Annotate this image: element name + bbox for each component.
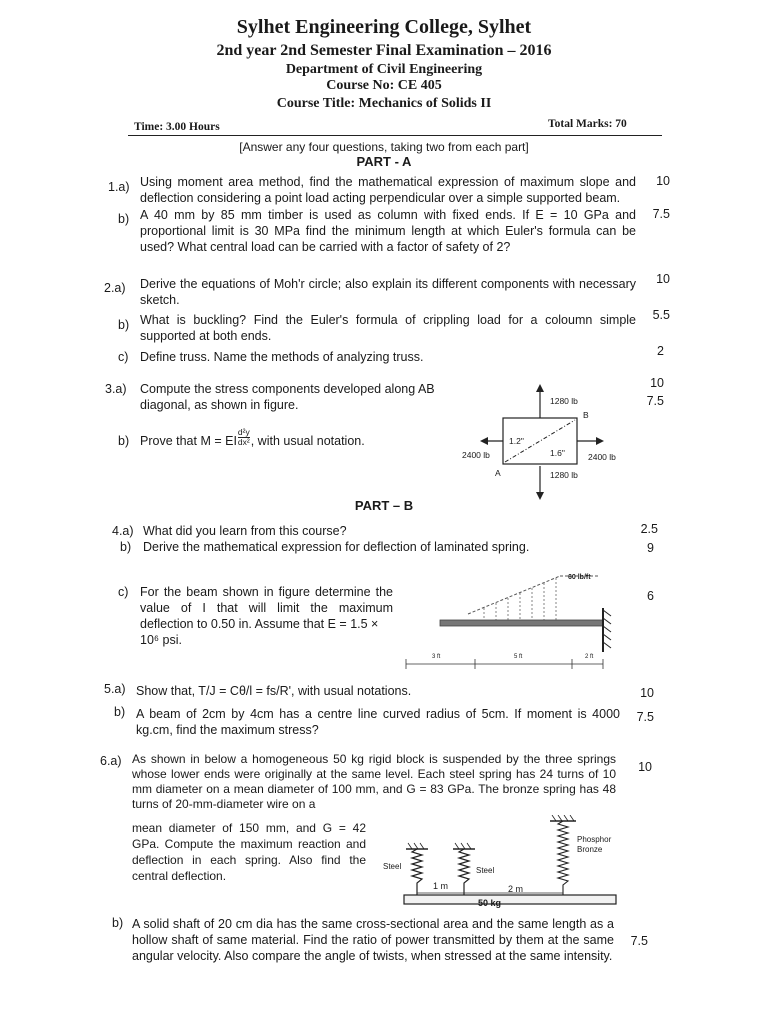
q5b-text: A beam of 2cm by 4cm has a centre line curved radius of 5cm. If moment is 4000 kg.cm, find the maximum stress? <box>136 707 620 737</box>
fig3-dim-w: 1.6" <box>550 448 565 458</box>
q4b-marks: 9 <box>647 541 654 555</box>
total-marks: Total Marks: 70 <box>548 118 627 130</box>
q2c-text: Define truss. Name the methods of analyzing truss. <box>140 350 424 364</box>
fig4-dim-3: 2 ft <box>585 654 594 660</box>
q3a-marks: 10 <box>650 376 664 390</box>
q5a-marks: 10 <box>640 686 654 700</box>
q4b-number: b) <box>120 540 132 554</box>
fig3-corner-a: A <box>495 468 501 478</box>
q2c-marks: 2 <box>657 344 664 358</box>
load-line <box>468 576 560 614</box>
q3a-number: 3.a) <box>105 382 127 396</box>
spring-system-figure <box>400 815 630 915</box>
q4b-text: Derive the mathematical expression for deflection of laminated spring. <box>143 540 530 554</box>
fig6-dim-2m: 2 m <box>508 884 524 894</box>
q4c-number: c) <box>118 585 129 599</box>
q2b-number: b) <box>118 318 130 332</box>
q3b-number: b) <box>118 434 130 448</box>
q3a-text: Compute the stress components developed along AB diagonal, as shown in figure. <box>140 382 435 412</box>
arrow-left-head <box>480 437 488 445</box>
fig6-steel-label-2: Steel <box>476 866 495 875</box>
fig3-corner-b: B <box>583 410 589 420</box>
fig3-top-load: 1280 lb <box>550 396 578 406</box>
q6a-marks: 10 <box>638 760 652 774</box>
q3b-text <box>140 428 365 447</box>
q3b-frac-num: d²y <box>237 427 250 437</box>
q3b-text-post: , with usual notation. <box>250 434 365 448</box>
exam-title: 2nd year 2nd Semester Final Examination – 2016 <box>216 42 552 59</box>
rigid-block <box>404 895 616 904</box>
steel-spring-2 <box>453 843 475 895</box>
steel-spring-1 <box>406 843 428 895</box>
q3b-fraction <box>238 428 250 447</box>
fig3-bottom-load: 1280 lb <box>550 470 578 480</box>
q4a-text: What did you learn from this course? <box>143 524 347 538</box>
q4c-marks: 6 <box>647 589 654 603</box>
q2a-marks: 10 <box>656 272 670 286</box>
q5a-text: Show that, T/J = Cθ/l = fs/R', with usual notations. <box>136 684 412 698</box>
load-arrows <box>484 578 556 620</box>
fig3-left-load: 2400 lb <box>462 450 490 460</box>
course-title: Course Title: Mechanics of Solids II <box>276 96 492 111</box>
q6a-text-2: mean diameter of 150 mm, and G = 42 GPa. Compute the maximum reaction and deflection in each spring. Also find the central deflection. <box>132 821 366 883</box>
q1b-number: b) <box>118 212 130 226</box>
q4a-marks: 2.5 <box>640 522 658 536</box>
q1b-marks: 7.5 <box>652 207 670 221</box>
department: Department of Civil Engineering <box>285 62 483 77</box>
q6b-number: b) <box>112 916 124 930</box>
q1a-number: 1.a) <box>108 180 130 194</box>
q5b-marks: 7.5 <box>636 710 654 724</box>
fig4-dim-1: 3 ft <box>432 654 441 660</box>
q4a-number: 4.a) <box>112 524 134 538</box>
q2b-marks: 5.5 <box>652 308 670 322</box>
fig4-load-label: 60 lb/ft <box>568 574 591 581</box>
q6b-text: A solid shaft of 20 cm dia has the same cross-sectional area and the same length as a hollow shaft of same material. Find the ratio of power transmitted by them at the same angular velocity. Also compare the angle of twists, when stressed at the same intensity. <box>132 917 614 963</box>
q6b-marks: 7.5 <box>630 934 648 948</box>
q3b-text-pre: Prove that M = EI <box>140 434 237 448</box>
q5a-number: 5.a) <box>104 682 126 696</box>
header-rule <box>128 135 662 136</box>
course-no: Course No: CE 405 <box>326 78 442 93</box>
q6a-number: 6.a) <box>100 754 122 768</box>
part-b-title: PART – B <box>354 498 414 513</box>
q1a-text: Using moment area method, find the mathematical expression of maximum slope and deflection considering a point load acting perpendicular over a simple supported beam. <box>140 175 636 205</box>
fig4-dim-2: 5 ft <box>514 654 523 660</box>
arrow-right-head <box>596 437 604 445</box>
q2a-text: Derive the equations of Moh'r circle; also explain its different components with necessary sketch. <box>140 277 636 307</box>
fig6-dim-1m: 1 m <box>433 881 449 891</box>
q2a-number: 2.a) <box>104 281 126 295</box>
college-name: Sylhet Engineering College, Sylhet <box>236 16 532 38</box>
q2c-number: c) <box>118 350 129 364</box>
q1b-text: A 40 mm by 85 mm timber is used as column with fixed ends. If E = 10 GPa and proportional limit is 30 MPa find the minimum length at which Euler's formula can be used? What central load can be carried with a factor of safety of 2? <box>140 208 636 254</box>
fig3-dim-h: 1.2" <box>509 436 524 446</box>
fig6-steel-label-1: Steel <box>383 862 402 871</box>
beam <box>440 620 603 626</box>
arrow-top-head <box>536 384 544 392</box>
fig6-bronze-label: Phosphor Bronze <box>577 835 612 854</box>
part-a-title: PART - A <box>356 154 412 169</box>
bronze-spring <box>550 815 576 895</box>
fig6-mass-label: 50 kg <box>478 898 502 908</box>
q5b-number: b) <box>114 705 126 719</box>
instruction: [Answer any four questions, taking two from each part] <box>239 140 529 154</box>
q4c-text: For the beam shown in figure determine the value of I that will limit the maximum deflection to 0.50 in. Assume that E = 1.5 × <box>140 585 393 631</box>
q3b-frac-den: dx² <box>237 437 250 447</box>
q2b-text: What is buckling? Find the Euler's formula of crippling load for a coloumn simple supported at both ends. <box>140 313 636 343</box>
exam-time: Time: 3.00 Hours <box>134 121 220 133</box>
q3b-marks: 7.5 <box>646 394 664 408</box>
q4c-text-2: 10⁶ psi. <box>140 633 182 647</box>
q1a-marks: 10 <box>656 174 670 188</box>
support-hatch <box>603 610 611 648</box>
q6a-text: As shown in below a homogeneous 50 kg rigid block is suspended by the three springs whose lower ends were originally at the same level. Each steel spring has 24 turns of 10 mm diameter on a mean diameter of 100 mm, and G = 83 GPa. The bronze spring has 48 turns of 20-mm-diameter wire on a <box>132 752 616 811</box>
fig3-right-load: 2400 lb <box>588 452 616 462</box>
